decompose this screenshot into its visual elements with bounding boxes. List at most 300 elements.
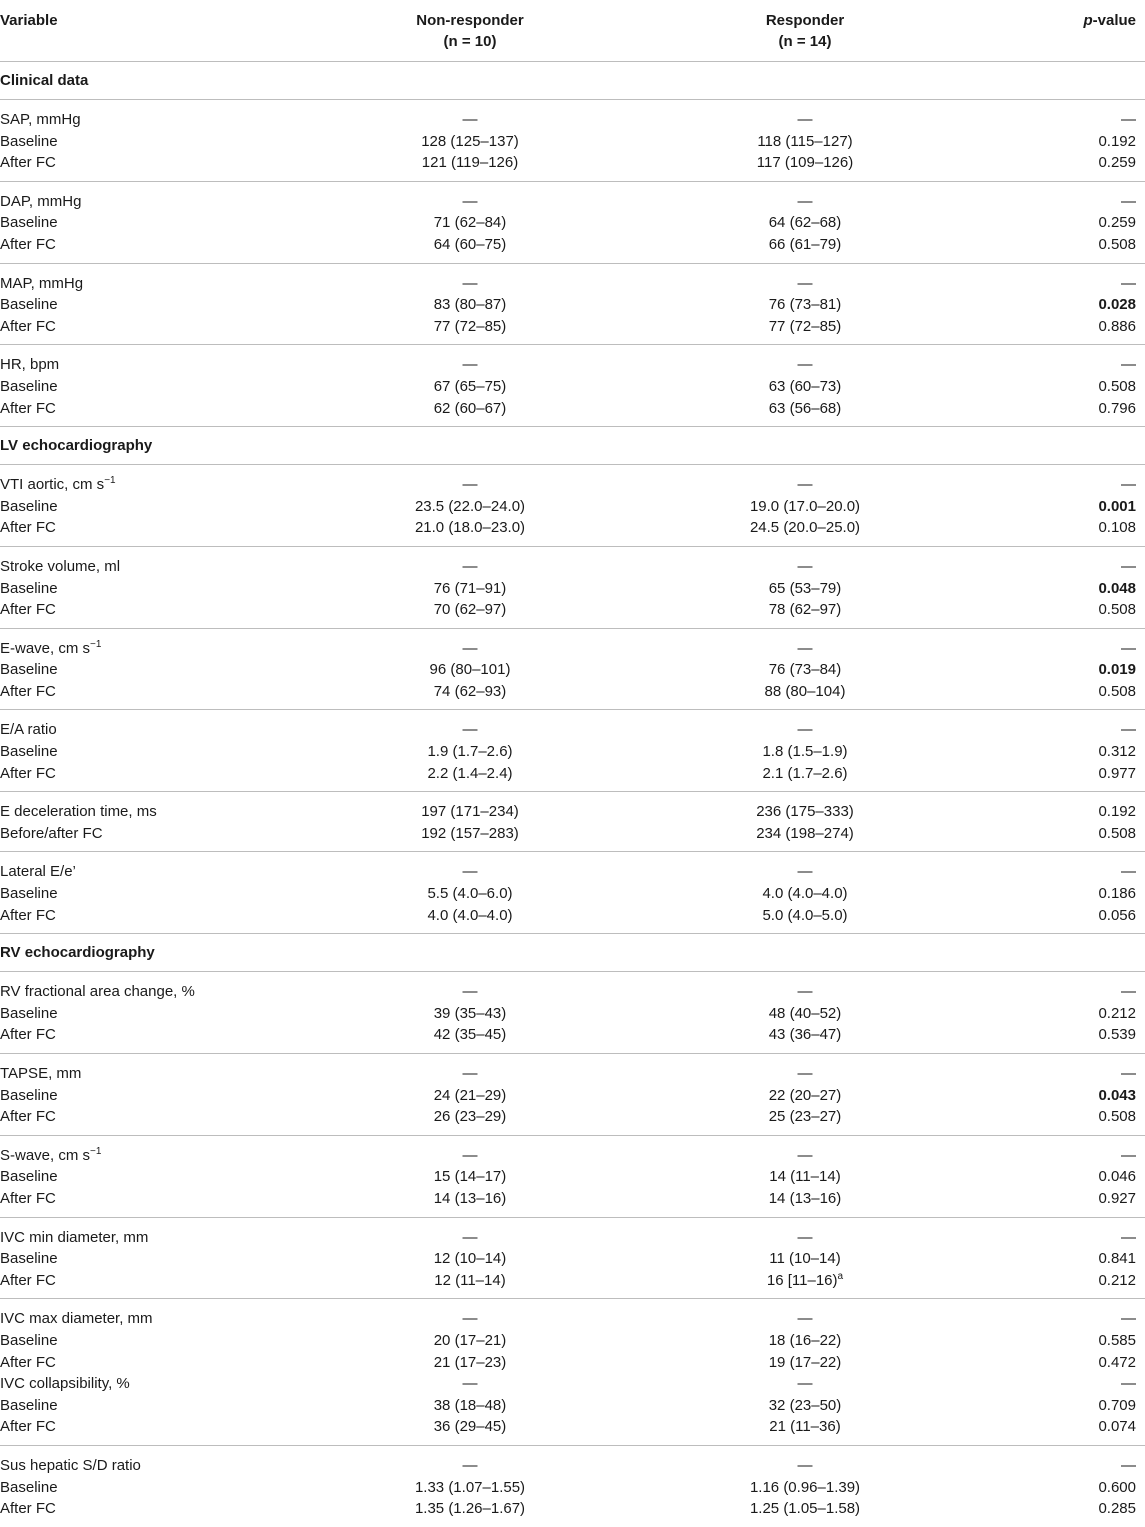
cell-responder bbox=[640, 1166, 970, 1188]
cell-responder bbox=[640, 578, 970, 600]
variable-group bbox=[0, 1446, 1145, 1527]
variable-label: Lateral E/e’ bbox=[0, 863, 76, 881]
table-row bbox=[0, 741, 1145, 763]
responder-value: — bbox=[797, 192, 813, 210]
cell-responder bbox=[640, 398, 970, 420]
cell-nonresponder: 21.0 (18.0–23.0) bbox=[414, 519, 526, 537]
variable-label: Baseline bbox=[0, 1168, 58, 1186]
cell-nonresponder: — bbox=[462, 274, 478, 292]
cell-variable bbox=[0, 1145, 101, 1167]
cell-nonresponder: — bbox=[462, 476, 478, 494]
cell-nonresponder: — bbox=[462, 111, 478, 128]
cell-responder bbox=[640, 496, 970, 518]
cell-variable bbox=[0, 1330, 58, 1352]
cell-nonresponder: 76 (71–91) bbox=[433, 579, 507, 597]
variable-label: S-wave, cm s bbox=[0, 1146, 91, 1164]
variable-group bbox=[0, 264, 1145, 346]
cell-variable bbox=[0, 1003, 58, 1025]
responder-value: 88 (80–104) bbox=[764, 682, 846, 700]
cell-nonresponder: 12 (11–14) bbox=[434, 1271, 506, 1289]
cell-variable bbox=[0, 1188, 56, 1210]
variable-group bbox=[0, 465, 1145, 547]
table-row bbox=[0, 109, 1145, 131]
header-nonresponder-n: (n = 10) bbox=[443, 33, 497, 50]
cell-nonresponder: 70 (62–97) bbox=[433, 601, 507, 619]
cell-nonresponder: 62 (60–67) bbox=[433, 399, 507, 417]
cell-nonresponder: 42 (35–45) bbox=[433, 1026, 507, 1044]
table-row bbox=[0, 376, 1145, 398]
cell-responder bbox=[640, 354, 970, 376]
variable-label: Stroke volume, ml bbox=[0, 557, 121, 575]
cell-variable bbox=[0, 212, 58, 234]
table-row bbox=[0, 556, 1145, 578]
cell-responder bbox=[640, 316, 970, 338]
responder-value: 11 (10–14) bbox=[769, 1250, 841, 1268]
cell-variable bbox=[0, 861, 76, 883]
responder-value: 1.16 (0.96–1.39) bbox=[749, 1478, 861, 1496]
cell-responder bbox=[640, 294, 970, 316]
cell-responder bbox=[640, 1455, 970, 1477]
cell-variable bbox=[0, 599, 56, 621]
cell-nonresponder: 1.35 (1.26–1.67) bbox=[414, 1500, 526, 1518]
table-row bbox=[0, 1227, 1145, 1249]
table-row bbox=[0, 316, 1145, 338]
cell-variable bbox=[0, 741, 58, 763]
cell-pvalue: 0.186 bbox=[1098, 885, 1136, 903]
cell-variable bbox=[0, 578, 58, 600]
cell-variable bbox=[0, 474, 116, 496]
responder-value: 117 (109–126) bbox=[756, 154, 854, 172]
cell-responder bbox=[640, 1477, 970, 1499]
cell-responder bbox=[640, 1308, 970, 1330]
header-nonresponder bbox=[305, 10, 635, 52]
cell-responder bbox=[640, 1145, 970, 1167]
variable-label: E/A ratio bbox=[0, 721, 57, 739]
cell-pvalue: 0.192 bbox=[1098, 803, 1136, 821]
variable-label: Baseline bbox=[0, 1004, 58, 1022]
table-row bbox=[0, 1063, 1145, 1085]
table-row bbox=[0, 638, 1145, 660]
unit-superscript: −1 bbox=[90, 638, 102, 650]
unit-superscript: −1 bbox=[90, 1145, 102, 1157]
variable-label: SAP, mmHg bbox=[0, 111, 81, 128]
table-row bbox=[0, 354, 1145, 376]
cell-variable bbox=[0, 234, 56, 256]
cell-pvalue: 0.212 bbox=[1098, 1004, 1136, 1022]
cell-pvalue: 0.001 bbox=[1098, 497, 1136, 515]
table-row bbox=[0, 763, 1145, 785]
variable-label: Baseline bbox=[0, 1086, 58, 1104]
variable-label: Baseline bbox=[0, 1396, 58, 1414]
variable-label: IVC max diameter, mm bbox=[0, 1310, 153, 1328]
cell-variable bbox=[0, 801, 157, 823]
cell-variable bbox=[0, 1085, 58, 1107]
cell-pvalue: 0.585 bbox=[1098, 1331, 1136, 1349]
cell-nonresponder: 128 (125–137) bbox=[421, 132, 519, 150]
cell-nonresponder: — bbox=[462, 1146, 478, 1164]
responder-value: 14 (11–14) bbox=[769, 1168, 841, 1186]
cell-responder bbox=[640, 1498, 970, 1520]
responder-value: 64 (62–68) bbox=[768, 214, 842, 232]
cell-responder bbox=[640, 1330, 970, 1352]
responder-value: — bbox=[797, 1065, 813, 1082]
responder-value: — bbox=[797, 983, 813, 1001]
variable-label: After FC bbox=[0, 1026, 56, 1044]
cell-responder bbox=[640, 1188, 970, 1210]
cell-responder bbox=[640, 1270, 970, 1292]
cell-nonresponder: 39 (35–43) bbox=[433, 1004, 507, 1022]
cell-nonresponder: 24 (21–29) bbox=[433, 1086, 507, 1104]
cell-responder bbox=[640, 905, 970, 927]
cell-responder bbox=[640, 131, 970, 153]
cell-responder bbox=[640, 1227, 970, 1249]
cell-pvalue: 0.312 bbox=[1098, 743, 1136, 761]
cell-pvalue: — bbox=[1121, 557, 1136, 575]
cell-pvalue: 0.028 bbox=[1098, 296, 1136, 314]
variable-label: After FC bbox=[0, 399, 56, 417]
responder-value: 65 (53–79) bbox=[768, 579, 842, 597]
responder-value: 5.0 (4.0–5.0) bbox=[762, 906, 848, 924]
cell-nonresponder: 71 (62–84) bbox=[433, 214, 507, 232]
variable-label: After FC bbox=[0, 1418, 56, 1436]
cell-pvalue: 0.285 bbox=[1098, 1500, 1136, 1518]
cell-pvalue: 0.508 bbox=[1098, 601, 1136, 619]
cell-pvalue: — bbox=[1121, 111, 1136, 128]
cell-responder bbox=[640, 556, 970, 578]
table-row bbox=[0, 294, 1145, 316]
cell-pvalue: — bbox=[1121, 639, 1136, 657]
cell-pvalue: 0.108 bbox=[1098, 519, 1136, 537]
variable-label: Before/after FC bbox=[0, 824, 103, 842]
table-row bbox=[0, 1188, 1145, 1210]
responder-value: — bbox=[797, 476, 813, 494]
cell-responder bbox=[640, 883, 970, 905]
responder-value: 234 (198–274) bbox=[756, 824, 854, 842]
cell-variable bbox=[0, 517, 56, 539]
variable-label: IVC min diameter, mm bbox=[0, 1228, 149, 1246]
cell-pvalue: 0.212 bbox=[1098, 1271, 1136, 1289]
cell-nonresponder: 26 (23–29) bbox=[433, 1108, 507, 1126]
responder-value: 22 (20–27) bbox=[768, 1086, 842, 1104]
responder-value: — bbox=[797, 356, 813, 374]
variable-group bbox=[0, 547, 1145, 629]
cell-pvalue: 0.841 bbox=[1098, 1250, 1136, 1268]
cell-nonresponder: — bbox=[462, 1065, 478, 1082]
cell-nonresponder: 14 (13–16) bbox=[433, 1189, 507, 1207]
cell-pvalue: 0.019 bbox=[1098, 661, 1136, 679]
cell-responder bbox=[640, 681, 970, 703]
cell-responder bbox=[640, 191, 970, 213]
cell-nonresponder: 21 (17–23) bbox=[433, 1353, 507, 1371]
responder-value: — bbox=[797, 1228, 813, 1246]
cell-pvalue: 0.472 bbox=[1098, 1353, 1136, 1371]
variable-label: Baseline bbox=[0, 1331, 58, 1349]
responder-value: — bbox=[797, 111, 813, 128]
cell-pvalue: 0.048 bbox=[1098, 579, 1136, 597]
cell-nonresponder: — bbox=[462, 639, 478, 657]
cell-responder bbox=[640, 1395, 970, 1417]
cell-variable bbox=[0, 294, 58, 316]
variable-group bbox=[0, 1054, 1145, 1136]
cell-responder bbox=[640, 981, 970, 1003]
variable-label: After FC bbox=[0, 906, 56, 924]
responder-value: — bbox=[797, 721, 813, 739]
cell-variable bbox=[0, 109, 81, 131]
responder-value: — bbox=[797, 1310, 813, 1328]
responder-value: 16 [11–16) bbox=[766, 1271, 838, 1289]
cell-nonresponder: 2.2 (1.4–2.4) bbox=[427, 764, 513, 782]
table-row bbox=[0, 474, 1145, 496]
cell-nonresponder: 67 (65–75) bbox=[433, 377, 507, 395]
cell-pvalue: 0.046 bbox=[1098, 1168, 1136, 1186]
cell-responder bbox=[640, 1416, 970, 1438]
cell-responder bbox=[640, 1373, 970, 1395]
cell-responder bbox=[640, 1248, 970, 1270]
cell-responder bbox=[640, 1063, 970, 1085]
cell-responder bbox=[640, 659, 970, 681]
variable-group bbox=[0, 972, 1145, 1054]
variable-label: DAP, mmHg bbox=[0, 192, 82, 210]
responder-value: 118 (115–127) bbox=[757, 132, 853, 150]
cell-responder bbox=[640, 719, 970, 741]
table-row bbox=[0, 1106, 1145, 1128]
variable-label: Baseline bbox=[0, 497, 58, 515]
cell-pvalue: 0.796 bbox=[1098, 399, 1136, 417]
responder-value: — bbox=[797, 274, 813, 292]
cell-variable bbox=[0, 398, 56, 420]
responder-value: 78 (62–97) bbox=[768, 601, 842, 619]
cell-variable bbox=[0, 659, 58, 681]
table-row bbox=[0, 1166, 1145, 1188]
variable-label: E-wave, cm s bbox=[0, 639, 91, 657]
table-row bbox=[0, 212, 1145, 234]
variable-label: Baseline bbox=[0, 661, 58, 679]
variable-label: IVC collapsibility, % bbox=[0, 1375, 130, 1393]
cell-nonresponder: 83 (80–87) bbox=[433, 296, 507, 314]
cell-nonresponder: 38 (18–48) bbox=[433, 1396, 507, 1414]
variable-label: After FC bbox=[0, 1108, 56, 1126]
cell-responder bbox=[640, 741, 970, 763]
table-row bbox=[0, 883, 1145, 905]
table-row bbox=[0, 191, 1145, 213]
cell-pvalue: 0.508 bbox=[1098, 377, 1136, 395]
footnote-marker: a bbox=[837, 1270, 844, 1282]
cell-variable bbox=[0, 1248, 58, 1270]
variable-label: Baseline bbox=[0, 1250, 58, 1268]
cell-pvalue: 0.074 bbox=[1098, 1418, 1136, 1436]
table-row bbox=[0, 681, 1145, 703]
cell-variable bbox=[0, 191, 81, 213]
cell-nonresponder: 121 (119–126) bbox=[421, 154, 519, 172]
cell-nonresponder: 1.33 (1.07–1.55) bbox=[414, 1478, 526, 1496]
table-row bbox=[0, 861, 1145, 883]
cell-variable bbox=[0, 681, 56, 703]
cell-pvalue: — bbox=[1121, 1310, 1136, 1328]
cell-pvalue: — bbox=[1121, 983, 1136, 1001]
variable-label: Baseline bbox=[0, 132, 58, 150]
cell-pvalue: — bbox=[1121, 1228, 1136, 1246]
responder-value: 32 (23–50) bbox=[768, 1396, 842, 1414]
variable-label: After FC bbox=[0, 1189, 56, 1207]
cell-variable bbox=[0, 556, 120, 578]
variable-group bbox=[0, 182, 1145, 264]
responder-value: 43 (36–47) bbox=[768, 1026, 842, 1044]
variable-label: Baseline bbox=[0, 885, 58, 903]
cell-pvalue: 0.259 bbox=[1098, 214, 1136, 232]
responder-value: — bbox=[797, 863, 813, 881]
responder-value: 48 (40–52) bbox=[768, 1004, 842, 1022]
cell-pvalue: — bbox=[1121, 192, 1136, 210]
cell-nonresponder: 96 (80–101) bbox=[429, 661, 511, 679]
table-row bbox=[0, 1003, 1145, 1025]
responder-value: 25 (23–27) bbox=[768, 1108, 842, 1126]
table-row bbox=[0, 1085, 1145, 1107]
table-row bbox=[0, 578, 1145, 600]
header-pvalue-rest: -value bbox=[1092, 12, 1136, 29]
variable-label: RV fractional area change, % bbox=[0, 983, 195, 1001]
cell-pvalue: — bbox=[1121, 863, 1136, 881]
cell-pvalue: — bbox=[1121, 1065, 1136, 1082]
variable-label: After FC bbox=[0, 764, 56, 782]
cell-variable bbox=[0, 1227, 148, 1249]
cell-nonresponder: — bbox=[462, 1228, 478, 1246]
responder-value: 19.0 (17.0–20.0) bbox=[749, 497, 861, 515]
cell-responder bbox=[640, 273, 970, 295]
cell-responder bbox=[640, 376, 970, 398]
table-row bbox=[0, 1270, 1145, 1292]
cell-nonresponder: — bbox=[462, 1456, 478, 1474]
table-row bbox=[0, 719, 1145, 741]
cell-variable bbox=[0, 719, 57, 741]
cell-pvalue: 0.508 bbox=[1098, 682, 1136, 700]
cell-responder bbox=[640, 1003, 970, 1025]
table-row bbox=[0, 1352, 1145, 1374]
cell-variable bbox=[0, 1477, 58, 1499]
responder-value: 24.5 (20.0–25.0) bbox=[749, 519, 861, 537]
cell-pvalue: 0.508 bbox=[1098, 1108, 1136, 1126]
cell-pvalue: 0.508 bbox=[1098, 235, 1136, 253]
cell-nonresponder: 5.5 (4.0–6.0) bbox=[427, 885, 513, 903]
responder-value: 1.25 (1.05–1.58) bbox=[749, 1500, 861, 1518]
table-row bbox=[0, 981, 1145, 1003]
cell-nonresponder: — bbox=[462, 983, 478, 1001]
variable-label: After FC bbox=[0, 154, 56, 172]
header-variable: Variable bbox=[0, 12, 58, 29]
responder-value: 76 (73–81) bbox=[768, 296, 842, 314]
cell-pvalue: — bbox=[1121, 476, 1136, 494]
cell-responder bbox=[640, 517, 970, 539]
table-row bbox=[0, 905, 1145, 927]
variable-group bbox=[0, 852, 1145, 934]
cell-variable bbox=[0, 1024, 56, 1046]
cell-pvalue: — bbox=[1121, 274, 1136, 292]
cell-nonresponder: 197 (171–234) bbox=[421, 803, 519, 821]
section-heading: LV echocardiography bbox=[0, 427, 1145, 465]
cell-variable bbox=[0, 1352, 56, 1374]
table-header bbox=[0, 0, 1145, 62]
cell-responder bbox=[640, 234, 970, 256]
cell-variable bbox=[0, 883, 58, 905]
variable-label: HR, bpm bbox=[0, 356, 60, 374]
cell-nonresponder: — bbox=[462, 356, 478, 374]
header-responder-label: Responder bbox=[765, 12, 845, 29]
responder-value: 21 (11–36) bbox=[769, 1418, 841, 1436]
cell-responder bbox=[640, 212, 970, 234]
cell-variable bbox=[0, 1455, 141, 1477]
variable-label: Baseline bbox=[0, 377, 58, 395]
variable-label: After FC bbox=[0, 1271, 56, 1289]
cell-nonresponder: 20 (17–21) bbox=[433, 1331, 507, 1349]
cell-pvalue: 0.886 bbox=[1098, 317, 1136, 335]
variable-label: VTI aortic, cm s bbox=[0, 476, 105, 494]
cell-nonresponder: — bbox=[462, 1375, 478, 1393]
cell-variable bbox=[0, 273, 83, 295]
cell-variable bbox=[0, 981, 195, 1003]
cell-variable bbox=[0, 763, 56, 785]
cell-variable bbox=[0, 1498, 56, 1520]
variable-label: Baseline bbox=[0, 1478, 58, 1496]
cell-responder bbox=[640, 1085, 970, 1107]
cell-variable bbox=[0, 376, 58, 398]
cell-variable bbox=[0, 354, 59, 376]
responder-value: — bbox=[797, 1146, 813, 1164]
variable-label: MAP, mmHg bbox=[0, 274, 84, 292]
variable-label: Baseline bbox=[0, 214, 58, 232]
header-responder bbox=[640, 10, 970, 52]
cell-nonresponder: — bbox=[462, 1310, 478, 1328]
header-responder-n: (n = 14) bbox=[778, 33, 832, 50]
table-row bbox=[0, 1145, 1145, 1167]
variable-group bbox=[0, 710, 1145, 792]
unit-superscript: −1 bbox=[104, 475, 116, 487]
cell-pvalue: 0.539 bbox=[1098, 1026, 1136, 1044]
table-row bbox=[0, 1416, 1145, 1438]
variable-label: Baseline bbox=[0, 296, 58, 314]
table-row bbox=[0, 1248, 1145, 1270]
cell-pvalue: — bbox=[1121, 1375, 1136, 1393]
variable-group bbox=[0, 1136, 1145, 1218]
table-row bbox=[0, 1395, 1145, 1417]
cell-variable bbox=[0, 905, 56, 927]
cell-nonresponder: 15 (14–17) bbox=[433, 1168, 507, 1186]
responder-value: — bbox=[797, 1456, 813, 1474]
header-pvalue-italic: p bbox=[1083, 12, 1093, 29]
table-row bbox=[0, 234, 1145, 256]
table-row bbox=[0, 131, 1145, 153]
header-nonresponder-label: Non-responder bbox=[416, 12, 524, 29]
cell-variable bbox=[0, 1166, 58, 1188]
variable-group bbox=[0, 1299, 1145, 1446]
cell-responder bbox=[640, 1106, 970, 1128]
variable-label: TAPSE, mm bbox=[0, 1065, 82, 1082]
cell-variable bbox=[0, 1395, 58, 1417]
responder-value: 14 (13–16) bbox=[768, 1189, 842, 1207]
cell-variable bbox=[0, 1063, 81, 1085]
variable-group bbox=[0, 345, 1145, 427]
variable-label: Sus hepatic S/D ratio bbox=[0, 1456, 141, 1474]
table-row bbox=[0, 1373, 1145, 1395]
table-row bbox=[0, 1498, 1145, 1520]
responder-value: 63 (56–68) bbox=[768, 399, 842, 417]
cell-nonresponder: 23.5 (22.0–24.0) bbox=[414, 497, 526, 515]
responder-value: 19 (17–22) bbox=[768, 1353, 842, 1371]
cell-nonresponder: 192 (157–283) bbox=[421, 824, 519, 842]
cell-pvalue: 0.600 bbox=[1098, 1478, 1136, 1496]
variable-label: Baseline bbox=[0, 579, 58, 597]
cell-pvalue: 0.977 bbox=[1098, 764, 1136, 782]
cell-variable bbox=[0, 823, 103, 845]
cell-nonresponder: 74 (62–93) bbox=[433, 682, 507, 700]
